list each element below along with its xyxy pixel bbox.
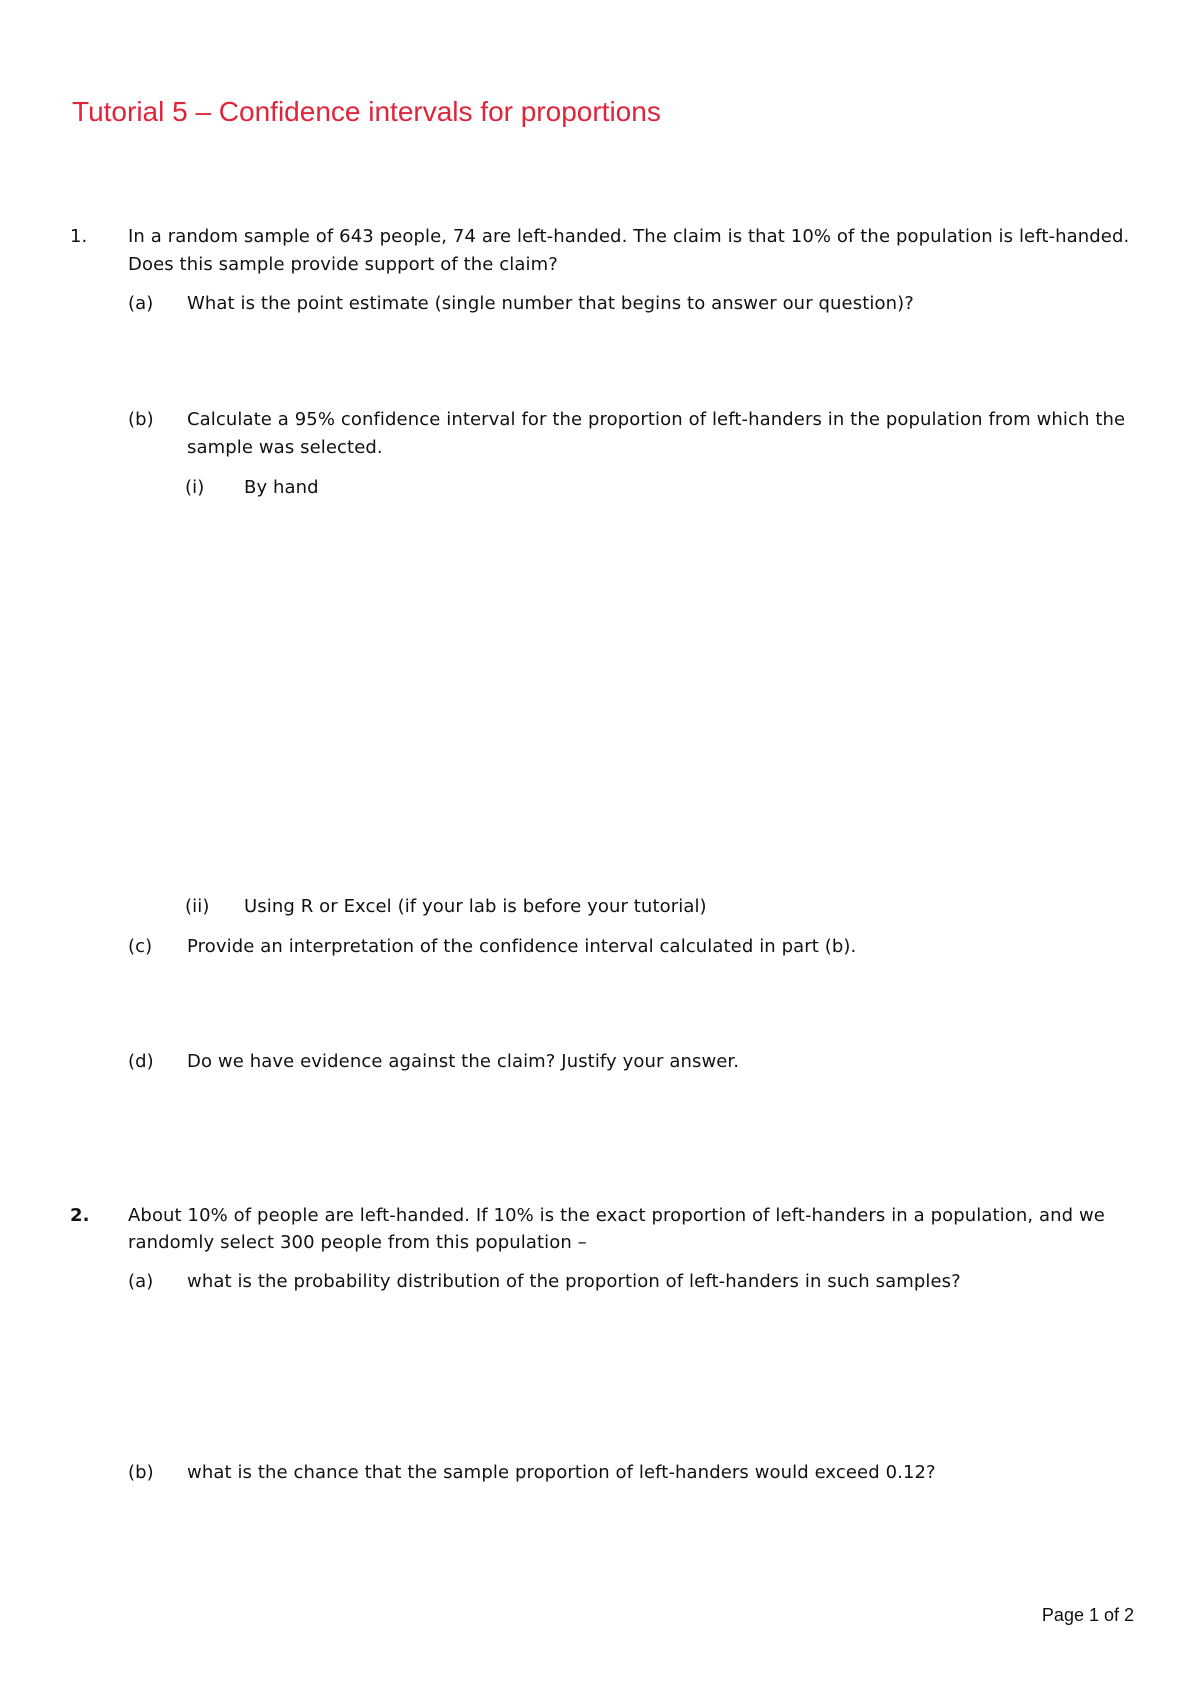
question-1b-text-line2: sample was selected. (187, 437, 383, 458)
page-number: Page 1 of 2 (1041, 1605, 1134, 1625)
page-title: Tutorial 5 – Confidence intervals for proportions (72, 96, 661, 127)
question-1a-text: What is the point estimate (single number that begins to answer our question)? (187, 293, 914, 314)
question-2a-text: what is the probability distribution of the proportion of left-handers in such samples? (187, 1271, 961, 1292)
question-1b-i-text: By hand (244, 477, 319, 498)
question-1d-text: Do we have evidence against the claim? Justify your answer. (187, 1051, 740, 1072)
question-1d-label: (d) (128, 1051, 154, 1072)
question-2-text-line1: About 10% of people are left-handed. If 10% is the exact proportion of left-handers in a population, and we (128, 1205, 1105, 1226)
question-2b-label: (b) (128, 1462, 154, 1483)
question-1b-i-label: (i) (185, 477, 205, 498)
question-2-number: 2. (70, 1205, 90, 1226)
question-1a-label: (a) (128, 293, 154, 314)
question-1-text-line1: In a random sample of 643 people, 74 are left-handed. The claim is that 10% of the population is left-handed. (128, 226, 1130, 247)
question-2b-text: what is the chance that the sample proportion of left-handers would exceed 0.12? (187, 1462, 936, 1483)
question-2-text-line2: randomly select 300 people from this population – (128, 1232, 587, 1253)
question-1b-ii-text: Using R or Excel (if your lab is before your tutorial) (244, 896, 707, 917)
question-2a-label: (a) (128, 1271, 154, 1292)
question-1b-text-line1: Calculate a 95% confidence interval for the proportion of left-handers in the population from which the (187, 409, 1126, 430)
question-1c-label: (c) (128, 936, 153, 957)
question-1b-ii-label: (ii) (185, 896, 210, 917)
question-1-text-line2: Does this sample provide support of the claim? (128, 254, 558, 275)
question-1c-text: Provide an interpretation of the confidence interval calculated in part (b). (187, 936, 857, 957)
question-1-number: 1. (70, 226, 88, 247)
question-1b-label: (b) (128, 409, 154, 430)
